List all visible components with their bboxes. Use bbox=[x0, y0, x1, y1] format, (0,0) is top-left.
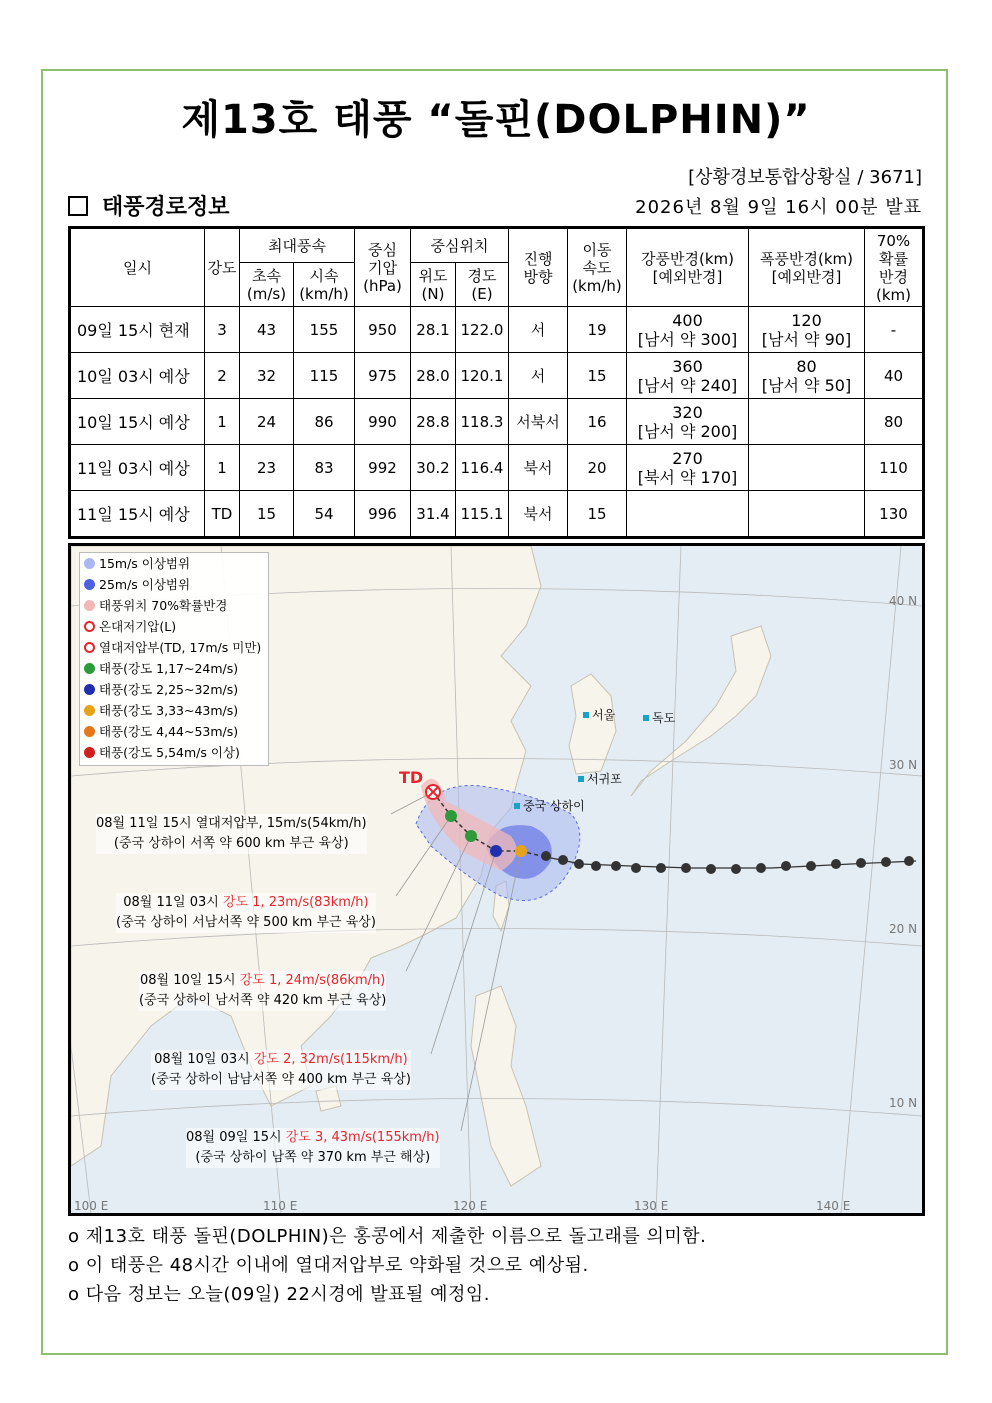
legend-item bbox=[80, 616, 268, 637]
header-speed-2: 속도 bbox=[582, 258, 612, 277]
annotation-intensity: 강도 1, 24m/s(86km/h) bbox=[239, 973, 386, 988]
header-lon-2: (E) bbox=[471, 284, 493, 303]
gale-exception: [남서 약 200] bbox=[637, 421, 738, 441]
table-row bbox=[70, 445, 924, 491]
cell-storm bbox=[749, 445, 865, 491]
header-storm-1: 폭풍반경(km) bbox=[760, 249, 853, 268]
header-direction-2: 방향 bbox=[523, 267, 553, 286]
header-intensity: 강도 bbox=[205, 228, 240, 307]
cell-lon: 116.4 bbox=[456, 445, 509, 491]
header-direction bbox=[509, 228, 568, 307]
cell-intensity: TD bbox=[205, 491, 240, 538]
cell-lat: 28.8 bbox=[411, 399, 456, 445]
annotation-intensity: 강도 3, 43m/s(155km/h) bbox=[285, 1130, 440, 1145]
cell-storm bbox=[749, 399, 865, 445]
cell-intensity: 3 bbox=[205, 307, 240, 353]
checkbox-icon bbox=[68, 196, 88, 216]
header-wind-kmh-1: 시속 bbox=[309, 266, 339, 285]
gale-value: 400 bbox=[672, 310, 703, 330]
cell-lat: 30.2 bbox=[411, 445, 456, 491]
header-gale-2: [예외반경] bbox=[652, 267, 723, 286]
header-wind-ms-2: (m/s) bbox=[246, 284, 287, 303]
cell-intensity: 2 bbox=[205, 353, 240, 399]
header-gale bbox=[627, 228, 749, 307]
header-pressure bbox=[355, 228, 411, 307]
header-wind-kmh-2: (km/h) bbox=[299, 284, 349, 303]
legend-item bbox=[80, 637, 268, 658]
cell-datetime: 10일 03시 예상 bbox=[70, 353, 205, 399]
annotation-time: 08월 10일 03시 bbox=[154, 1052, 254, 1067]
header-wind-ms-1: 초속 bbox=[252, 266, 281, 285]
philippines-islands bbox=[471, 986, 541, 1186]
cell-hpa: 975 bbox=[355, 353, 411, 399]
header-prob bbox=[865, 228, 924, 307]
header-wind-kmh bbox=[294, 263, 355, 307]
cell-datetime: 09일 15시 현재 bbox=[70, 307, 205, 353]
cell-lat: 28.0 bbox=[411, 353, 456, 399]
legend-label: 태풍(강도 3,33~43m/s) bbox=[99, 703, 239, 718]
cell-speed: 15 bbox=[568, 491, 627, 538]
track-annotation bbox=[116, 893, 376, 933]
cell-speed: 20 bbox=[568, 445, 627, 491]
header-prob-3: 반경 bbox=[879, 267, 908, 286]
legend-swatch-icon bbox=[84, 579, 95, 590]
section-heading bbox=[68, 190, 230, 221]
gale-value: 360 bbox=[672, 356, 703, 376]
typhoon-intensity-1-symbol bbox=[445, 810, 457, 822]
tropical-depression-icon bbox=[84, 642, 95, 653]
cell-prob: 110 bbox=[865, 445, 924, 491]
table-row bbox=[70, 491, 924, 538]
cell-dir: 서북서 bbox=[509, 399, 568, 445]
header-wind-ms bbox=[240, 263, 294, 307]
annotation-time: 08월 11일 03시 bbox=[123, 895, 223, 910]
legend-item bbox=[80, 574, 268, 595]
legend-label: 열대저압부(TD, 17m/s 미만) bbox=[99, 640, 262, 655]
gale-exception: [남서 약 240] bbox=[637, 375, 738, 395]
table-row bbox=[70, 353, 924, 399]
typhoon-intensity-1-symbol bbox=[465, 830, 477, 842]
lon-label: 120 E bbox=[453, 1199, 488, 1213]
legend-item bbox=[80, 553, 268, 574]
legend-label: 태풍위치 70%확률반경 bbox=[99, 598, 228, 613]
annotation-time: 08월 09일 15시 bbox=[186, 1130, 286, 1145]
header-speed bbox=[568, 228, 627, 307]
city-dokdo bbox=[643, 709, 675, 726]
cell-kmh: 155 bbox=[294, 307, 355, 353]
city-shanghai bbox=[514, 797, 585, 814]
cell-prob: - bbox=[865, 307, 924, 353]
cell-hpa: 990 bbox=[355, 399, 411, 445]
cell-kmh: 54 bbox=[294, 491, 355, 538]
annotation-time: 08월 11일 15시 열대저압부, 15m/s(54km/h) bbox=[96, 816, 367, 831]
track-annotation bbox=[139, 971, 386, 1011]
annotation-location: (중국 상하이 남남서쪽 약 400 km 부근 육상) bbox=[151, 1072, 411, 1087]
legend-label: 태풍(강도 2,25~32m/s) bbox=[99, 682, 239, 697]
track-annotation bbox=[186, 1128, 440, 1168]
legend-item bbox=[80, 658, 268, 679]
typhoon-track-map bbox=[68, 543, 925, 1216]
header-storm bbox=[749, 228, 865, 307]
legend-item bbox=[80, 721, 268, 742]
lat-label: 40 N bbox=[889, 594, 918, 608]
legend-swatch-icon bbox=[84, 558, 95, 569]
city-label: 중국 상하이 bbox=[523, 799, 585, 813]
cell-hpa: 996 bbox=[355, 491, 411, 538]
gale-exception: [북서 약 170] bbox=[637, 467, 738, 487]
cell-dir: 서 bbox=[509, 307, 568, 353]
notes bbox=[68, 1222, 706, 1309]
annotation-intensity: 강도 1, 23m/s(83km/h) bbox=[222, 895, 369, 910]
td-label: TD bbox=[399, 768, 424, 787]
city-marker-icon bbox=[578, 776, 584, 782]
lat-label: 20 N bbox=[889, 922, 918, 936]
cell-ms: 23 bbox=[240, 445, 294, 491]
cell-gale bbox=[627, 399, 749, 445]
legend-item bbox=[80, 742, 268, 763]
cell-kmh: 83 bbox=[294, 445, 355, 491]
lon-label: 130 E bbox=[634, 1199, 669, 1213]
legend-label: 온대저기압(L) bbox=[99, 619, 177, 634]
header-pressure-3: (hPa) bbox=[363, 276, 402, 295]
city-label: 독도 bbox=[652, 711, 676, 725]
city-marker-icon bbox=[643, 715, 649, 721]
cell-speed: 19 bbox=[568, 307, 627, 353]
cell-ms: 43 bbox=[240, 307, 294, 353]
annotation-location: (중국 상하이 남서쪽 약 420 km 부근 육상) bbox=[139, 993, 387, 1008]
cell-intensity: 1 bbox=[205, 399, 240, 445]
lat-label: 10 N bbox=[889, 1096, 918, 1110]
cell-speed: 16 bbox=[568, 399, 627, 445]
cell-gale bbox=[627, 445, 749, 491]
cell-lon: 120.1 bbox=[456, 353, 509, 399]
legend-item bbox=[80, 679, 268, 700]
typhoon-icon bbox=[84, 726, 95, 737]
cell-speed: 15 bbox=[568, 353, 627, 399]
header-center: 중심위치 bbox=[411, 228, 509, 263]
cell-datetime: 11일 03시 예상 bbox=[70, 445, 205, 491]
typhoon-intensity-2-symbol bbox=[490, 845, 502, 857]
cell-lat: 31.4 bbox=[411, 491, 456, 538]
cell-lon: 118.3 bbox=[456, 399, 509, 445]
annotation-location: (중국 상하이 서남서쪽 약 500 km 부근 육상) bbox=[116, 915, 376, 930]
storm-exception: [남서 약 50] bbox=[761, 375, 852, 395]
cell-lat: 28.1 bbox=[411, 307, 456, 353]
header-lon bbox=[456, 263, 509, 307]
typhoon-icon bbox=[84, 747, 95, 758]
city-label: 서울 bbox=[592, 708, 616, 722]
cell-hpa: 950 bbox=[355, 307, 411, 353]
cell-gale bbox=[627, 307, 749, 353]
header-speed-1: 이동 bbox=[582, 240, 612, 259]
track-annotation bbox=[151, 1050, 411, 1090]
typhoon-icon bbox=[84, 684, 95, 695]
note-item: o 다음 정보는 오늘(09일) 22시경에 발표될 예정임. bbox=[68, 1284, 491, 1305]
city-seoul bbox=[583, 706, 615, 723]
city-marker-icon bbox=[583, 712, 589, 718]
header-pressure-2: 기압 bbox=[368, 258, 397, 277]
cell-prob: 40 bbox=[865, 353, 924, 399]
cell-hpa: 992 bbox=[355, 445, 411, 491]
cell-gale bbox=[627, 353, 749, 399]
table-row bbox=[70, 399, 924, 445]
header-speed-3: (km/h) bbox=[572, 276, 622, 295]
gale-value: 320 bbox=[672, 402, 703, 422]
typhoon-intensity-3-symbol bbox=[515, 845, 527, 857]
cell-dir: 북서 bbox=[509, 491, 568, 538]
map-legend bbox=[79, 552, 269, 766]
cell-prob: 130 bbox=[865, 491, 924, 538]
legend-label: 태풍(강도 1,17~24m/s) bbox=[99, 661, 239, 676]
note-item: o 제13호 태풍 돌핀(DOLPHIN)은 홍콩에서 제출한 이름으로 돌고래를 의미함. bbox=[68, 1226, 707, 1247]
typhoon-icon bbox=[84, 663, 95, 674]
header-datetime: 일시 bbox=[70, 228, 205, 307]
past-positions bbox=[541, 851, 914, 874]
cell-datetime: 11일 15시 예상 bbox=[70, 491, 205, 538]
gale-exception: [남서 약 300] bbox=[637, 329, 738, 349]
cell-dir: 서 bbox=[509, 353, 568, 399]
cell-dir: 북서 bbox=[509, 445, 568, 491]
city-label: 서귀포 bbox=[587, 772, 622, 786]
lon-label: 110 E bbox=[263, 1199, 298, 1213]
cell-ms: 32 bbox=[240, 353, 294, 399]
header-gale-1: 강풍반경(km) bbox=[641, 249, 734, 268]
page-title: 제13호 태풍 “돌핀(DOLPHIN)” bbox=[181, 97, 811, 143]
cell-lon: 115.1 bbox=[456, 491, 509, 538]
lon-label: 100 E bbox=[74, 1199, 109, 1213]
cell-storm bbox=[749, 491, 865, 538]
storm-value: 80 bbox=[796, 356, 817, 376]
table-row bbox=[70, 307, 924, 353]
cell-gale bbox=[627, 491, 749, 538]
storm-value: 120 bbox=[791, 310, 822, 330]
header-prob-1: 70% bbox=[876, 231, 911, 250]
legend-swatch-icon bbox=[84, 600, 95, 611]
legend-label: 태풍(강도 4,44~53m/s) bbox=[99, 724, 239, 739]
track-annotation bbox=[96, 814, 367, 854]
cell-ms: 24 bbox=[240, 399, 294, 445]
extratropical-low-icon bbox=[84, 621, 95, 632]
header-storm-2: [예외반경] bbox=[771, 267, 842, 286]
section-title: 태풍경로정보 bbox=[102, 195, 230, 220]
city-seogwipo bbox=[578, 770, 622, 787]
legend-item bbox=[80, 595, 268, 616]
annotation-location: (중국 상하이 남쪽 약 370 km 부근 해상) bbox=[195, 1150, 431, 1165]
lon-label: 140 E bbox=[816, 1199, 851, 1213]
office-label: [상황경보통합상황실 / 3671] bbox=[688, 167, 922, 188]
gale-value: 270 bbox=[672, 448, 703, 468]
typhoon-track-table bbox=[68, 226, 925, 539]
legend-label: 15m/s 이상범위 bbox=[99, 556, 191, 571]
header-direction-1: 진행 bbox=[523, 249, 553, 268]
header-lat-2: (N) bbox=[421, 284, 445, 303]
legend-item bbox=[80, 700, 268, 721]
note-item: o 이 태풍은 48시간 이내에 열대저압부로 약화될 것으로 예상됨. bbox=[68, 1255, 589, 1276]
cell-ms: 15 bbox=[240, 491, 294, 538]
header-prob-4: (km) bbox=[875, 285, 911, 304]
city-marker-icon bbox=[514, 803, 520, 809]
header-max-wind: 최대풍속 bbox=[240, 228, 355, 263]
cell-storm bbox=[749, 353, 865, 399]
storm-exception: [남서 약 90] bbox=[761, 329, 852, 349]
annotation-location: (중국 상하이 서쪽 약 600 km 부근 육상) bbox=[113, 836, 349, 851]
annotation-intensity: 강도 2, 32m/s(115km/h) bbox=[253, 1052, 408, 1067]
legend-label: 태풍(강도 5,54m/s 이상) bbox=[99, 745, 240, 760]
cell-storm bbox=[749, 307, 865, 353]
header-lat-1: 위도 bbox=[418, 266, 448, 285]
annotation-time: 08월 10일 15시 bbox=[140, 973, 240, 988]
cell-lon: 122.0 bbox=[456, 307, 509, 353]
typhoon-icon bbox=[84, 705, 95, 716]
cell-kmh: 86 bbox=[294, 399, 355, 445]
cell-kmh: 115 bbox=[294, 353, 355, 399]
header-pressure-1: 중심 bbox=[368, 240, 397, 259]
cell-datetime: 10일 15시 예상 bbox=[70, 399, 205, 445]
header-prob-2: 확률 bbox=[879, 249, 908, 268]
header-lon-1: 경도 bbox=[467, 266, 497, 285]
cell-prob: 80 bbox=[865, 399, 924, 445]
legend-label: 25m/s 이상범위 bbox=[99, 577, 191, 592]
lat-label: 30 N bbox=[889, 758, 918, 772]
cell-intensity: 1 bbox=[205, 445, 240, 491]
issued-time: 2026년 8월 9일 16시 00분 발표 bbox=[635, 197, 922, 218]
header-lat bbox=[411, 263, 456, 307]
